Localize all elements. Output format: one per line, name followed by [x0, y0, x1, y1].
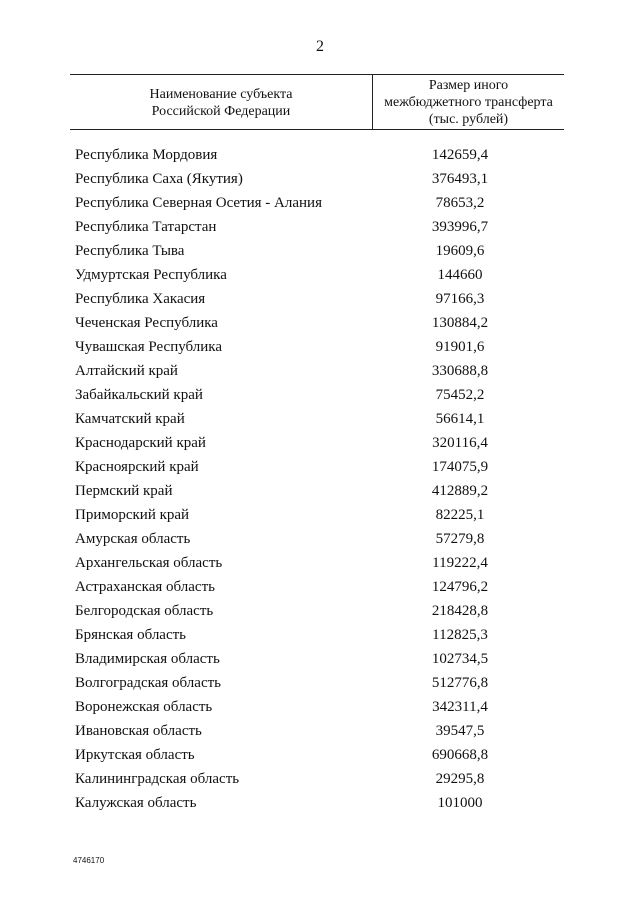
transfer-amount: 124796,2 — [431, 579, 489, 595]
table-row — [0, 263, 640, 287]
table-row — [0, 455, 640, 479]
transfer-amount: 218428,8 — [431, 603, 489, 619]
table-row — [0, 551, 640, 575]
table-row — [0, 647, 640, 671]
subject-name: Республика Северная Осетия - Алания — [75, 195, 322, 211]
table-row — [0, 215, 640, 239]
subject-name: Пермский край — [75, 483, 173, 499]
subject-name: Воронежская область — [75, 699, 213, 715]
transfer-amount: 97166,3 — [435, 291, 485, 307]
subject-name: Ивановская область — [75, 723, 202, 739]
subject-name: Алтайский край — [75, 363, 178, 379]
subject-name: Белгородская область — [75, 603, 214, 619]
transfer-amount: 56614,1 — [435, 411, 485, 427]
subject-name: Волгоградская область — [75, 675, 221, 691]
transfer-amount: 75452,2 — [435, 387, 485, 403]
transfer-amount: 330688,8 — [431, 363, 489, 379]
table-row — [0, 431, 640, 455]
transfer-amount: 78653,2 — [435, 195, 485, 211]
table-row — [0, 287, 640, 311]
table-body — [0, 143, 640, 815]
transfer-amount: 342311,4 — [432, 699, 488, 715]
page-number: 2 — [316, 38, 324, 55]
subject-name: Приморский край — [75, 507, 190, 523]
header-subject-name-line1: Наименование субъекта — [149, 87, 293, 102]
header-transfer-amount-line2: межбюджетного трансферта — [384, 94, 553, 110]
subject-name: Республика Мордовия — [75, 147, 218, 163]
table-row — [0, 743, 640, 767]
table-row — [0, 767, 640, 791]
table-row — [0, 527, 640, 551]
transfer-amount: 130884,2 — [431, 315, 489, 331]
transfer-amount: 393996,7 — [431, 219, 489, 235]
header-transfer-amount-line3: (тыс. рублей) — [428, 111, 509, 127]
table-row — [0, 335, 640, 359]
transfer-amount: 320116,4 — [432, 435, 488, 451]
transfer-amount: 102734,5 — [431, 651, 489, 667]
table-row — [0, 383, 640, 407]
transfer-amount: 29295,8 — [435, 771, 485, 787]
table-row — [0, 143, 640, 167]
transfer-amount: 174075,9 — [431, 459, 489, 475]
table-header — [70, 74, 564, 130]
subject-name: Брянская область — [75, 627, 187, 643]
table-row — [0, 479, 640, 503]
transfer-amount: 412889,2 — [431, 483, 489, 499]
transfer-amount: 690668,8 — [431, 747, 489, 763]
subject-name: Республика Хакасия — [75, 291, 206, 307]
subject-name: Астраханская область — [75, 579, 215, 595]
subject-name: Красноярский край — [75, 459, 199, 475]
transfer-amount: 112825,3 — [432, 627, 488, 643]
subject-name: Чеченская Республика — [75, 315, 218, 331]
subject-name: Амурская область — [75, 531, 191, 547]
subject-name: Калужская область — [75, 795, 197, 811]
subject-name: Иркутская область — [75, 747, 195, 763]
transfer-amount: 57279,8 — [435, 531, 485, 547]
subject-name: Удмуртская Республика — [75, 267, 227, 283]
transfer-amount: 39547,5 — [435, 723, 485, 739]
table-row — [0, 167, 640, 191]
table-row — [0, 695, 640, 719]
document-code: 4746170 — [73, 856, 105, 865]
subject-name: Краснодарский край — [75, 435, 206, 451]
header-subject-name-line2: Российской Федерации — [151, 104, 291, 119]
subject-name: Республика Татарстан — [75, 219, 217, 235]
transfer-amount: 119222,4 — [432, 555, 488, 571]
header-subject-name — [70, 75, 373, 129]
transfer-amount: 101000 — [437, 795, 483, 811]
subject-name: Республика Саха (Якутия) — [75, 171, 243, 187]
header-transfer-amount-line1: Размер иного — [428, 77, 509, 93]
table-row — [0, 623, 640, 647]
subject-name: Архангельская область — [75, 555, 223, 571]
subject-name: Владимирская область — [75, 651, 220, 667]
transfer-amount: 142659,4 — [431, 147, 489, 163]
subject-name: Забайкальский край — [75, 387, 203, 403]
table-row — [0, 599, 640, 623]
table-row — [0, 671, 640, 695]
subject-name: Камчатский край — [75, 411, 185, 427]
table-row — [0, 407, 640, 431]
transfer-amount: 19609,6 — [435, 243, 485, 259]
transfer-amount: 512776,8 — [431, 675, 489, 691]
transfer-amount: 376493,1 — [431, 171, 489, 187]
table-row — [0, 719, 640, 743]
table-row — [0, 359, 640, 383]
subject-name: Калининградская область — [75, 771, 240, 787]
transfer-amount: 82225,1 — [435, 507, 485, 523]
header-transfer-amount — [373, 75, 564, 129]
transfer-amount: 91901,6 — [435, 339, 485, 355]
table-row — [0, 191, 640, 215]
subject-name: Чувашская Республика — [75, 339, 223, 355]
table-row — [0, 503, 640, 527]
transfer-amount: 144660 — [437, 267, 483, 283]
table-row — [0, 311, 640, 335]
table-row — [0, 575, 640, 599]
table-row — [0, 791, 640, 815]
table-row — [0, 239, 640, 263]
subject-name: Республика Тыва — [75, 243, 185, 259]
